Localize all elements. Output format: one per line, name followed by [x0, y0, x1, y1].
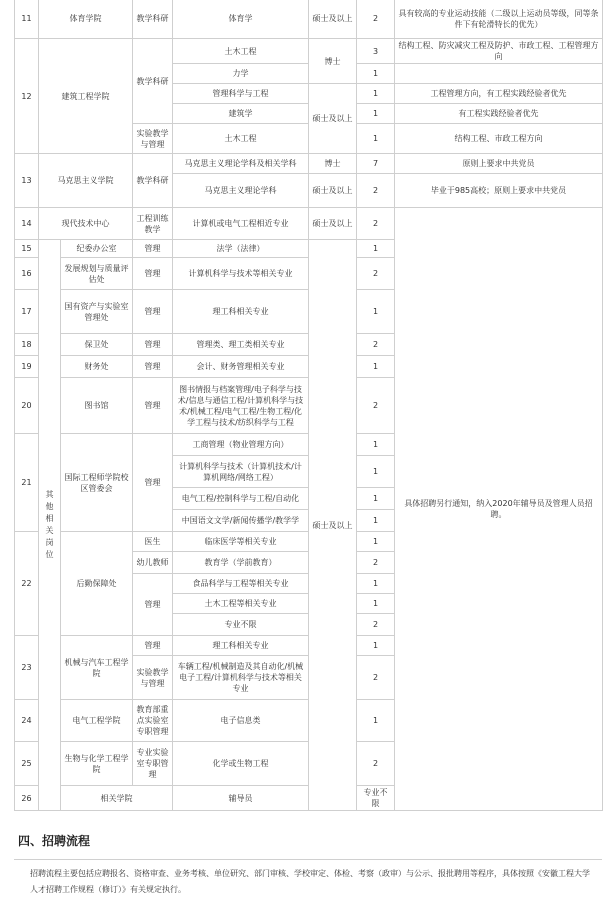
- category-cell: 实验教学与管理: [133, 656, 173, 700]
- major-cell: 建筑学: [173, 104, 309, 124]
- department-cell: 国有资产与实验室管理处: [61, 290, 133, 334]
- row-number: 24: [15, 700, 39, 742]
- major-cell: 中国语文文学/新闻传播学/教学学: [173, 510, 309, 532]
- count-cell: 2: [357, 0, 395, 39]
- remark-cell: 具体招聘另行通知，纳入2020年辅导员及管理人员招聘。: [395, 208, 603, 811]
- major-cell: 土木工程: [173, 124, 309, 154]
- department-cell: 生物与化学工程学院: [61, 742, 133, 786]
- major-cell: 马克思主义理论学科: [173, 174, 309, 208]
- category-cell: 医生: [133, 532, 173, 552]
- college-cell: 马克思主义学院: [39, 154, 133, 208]
- row-number: 12: [15, 39, 39, 154]
- degree-cell: 博士: [309, 39, 357, 84]
- count-cell: 1: [357, 636, 395, 656]
- count-cell: 1: [357, 574, 395, 594]
- department-cell: 国际工程师学院校区管委会: [61, 434, 133, 532]
- count-cell: 1: [357, 434, 395, 456]
- count-cell: 2: [357, 656, 395, 700]
- degree-cell: 硕士及以上: [309, 240, 357, 811]
- major-cell: 土木工程: [173, 39, 309, 64]
- degree-cell: 硕士及以上: [309, 174, 357, 208]
- count-cell: 1: [357, 356, 395, 378]
- count-cell: 2: [357, 552, 395, 574]
- count-cell: 1: [357, 64, 395, 84]
- department-cell: 后勤保障处: [61, 532, 133, 636]
- count-cell: 3: [357, 39, 395, 64]
- row-number: 18: [15, 334, 39, 356]
- category-cell: 专业实验室专职管理: [133, 742, 173, 786]
- row-number: 23: [15, 636, 39, 700]
- table-row: [15, 39, 603, 64]
- section-paragraph: 招聘流程主要包括应聘报名、资格审查、业务考核、单位研究、部门审核、学校审定、体检、考察（政审）与公示、报批聘用等程序，具体按照《安徽工程大学人才招聘工作规程（修订）》有关规定执行。: [30, 869, 590, 894]
- table-row: [15, 154, 603, 174]
- major-cell: 力学: [173, 64, 309, 84]
- major-cell: 土木工程等相关专业: [173, 594, 309, 614]
- category-cell: 工程训练教学: [133, 208, 173, 240]
- college-cell: 建筑工程学院: [39, 39, 133, 154]
- degree-cell: 硕士及以上: [309, 84, 357, 154]
- row-number: 13: [15, 154, 39, 208]
- count-cell: 1: [357, 456, 395, 488]
- remark-cell: 原则上要求中共党员: [395, 154, 603, 174]
- other-positions-label: [39, 240, 61, 811]
- major-cell: 教育学（学前教育）: [173, 552, 309, 574]
- category-cell: 管理: [133, 240, 173, 258]
- category-cell: 管理: [133, 574, 173, 636]
- category-cell: 实验教学与管理: [133, 124, 173, 154]
- major-cell: 电气工程/控制科学与工程/自动化: [173, 488, 309, 510]
- degree-cell: 硕士及以上: [309, 0, 357, 39]
- row-number: 16: [15, 258, 39, 290]
- major-cell: 车辆工程/机械制造及其自动化/机械电子工程/计算机科学与技术等相关专业: [173, 656, 309, 700]
- remark-cell: 结构工程、市政工程方向: [395, 124, 603, 154]
- section-title: 四、招聘流程: [18, 834, 91, 848]
- department-cell: 电气工程学院: [61, 700, 133, 742]
- count-cell: 1: [357, 488, 395, 510]
- category-cell: 教学科研: [133, 0, 173, 39]
- count-cell: 2: [357, 614, 395, 636]
- count-cell: 1: [357, 510, 395, 532]
- major-cell: 专业不限: [173, 614, 309, 636]
- major-cell: 会计、财务管理相关专业: [173, 356, 309, 378]
- department-cell: 相关学院: [61, 786, 173, 811]
- count-cell: 1: [357, 240, 395, 258]
- category-cell: 管理: [133, 258, 173, 290]
- category-cell: 管理: [133, 434, 173, 532]
- major-cell: 理工科相关专业: [173, 636, 309, 656]
- table-row: [15, 208, 603, 240]
- count-cell: 1: [357, 124, 395, 154]
- category-cell: 教育部重点实验室专职管理: [133, 700, 173, 742]
- major-cell: 法学（法律）: [173, 240, 309, 258]
- category-cell: 幼儿教师: [133, 552, 173, 574]
- section-divider: [14, 859, 602, 860]
- remark-cell: [395, 64, 603, 84]
- major-cell: 图书情报与档案管理/电子科学与技术/信息与通信工程/计算机科学与技术/机械工程/电气工程/生物工程/化学工程与技术/纺织科学与工程: [173, 378, 309, 434]
- degree-cell: 博士: [309, 154, 357, 174]
- major-cell: 管理类、理工类相关专业: [173, 334, 309, 356]
- count-cell: 2: [357, 378, 395, 434]
- major-cell: 专业不限: [357, 786, 395, 811]
- major-cell: 计算机或电气工程相近专业: [173, 208, 309, 240]
- category-cell: 管理: [133, 290, 173, 334]
- major-cell: 马克思主义理论学科及相关学科: [173, 154, 309, 174]
- major-cell: 体育学: [173, 0, 309, 39]
- category-cell: 教学科研: [133, 154, 173, 208]
- row-number: 15: [15, 240, 39, 258]
- count-cell: 1: [357, 104, 395, 124]
- department-cell: 图书馆: [61, 378, 133, 434]
- category-cell: 管理: [133, 378, 173, 434]
- department-cell: 财务处: [61, 356, 133, 378]
- major-cell: 化学或生物工程: [173, 742, 309, 786]
- category-cell: 管理: [133, 356, 173, 378]
- remark-cell: 结构工程、防灾减灾工程及防护、市政工程、工程管理方向: [395, 39, 603, 64]
- count-cell: 1: [357, 700, 395, 742]
- recruitment-table: [14, 0, 603, 811]
- major-cell: 电子信息类: [173, 700, 309, 742]
- category-cell: 教学科研: [133, 39, 173, 124]
- row-number: 25: [15, 742, 39, 786]
- count-cell: 7: [357, 154, 395, 174]
- remark-cell: 有工程实践经验者优先: [395, 104, 603, 124]
- remark-cell: 具有较高的专业运动技能（二级以上运动员等级，同等条件下有轮滑特长的优先）: [395, 0, 603, 39]
- table-row: [15, 0, 603, 39]
- count-cell: 2: [357, 742, 395, 786]
- row-number: 22: [15, 532, 39, 636]
- major-cell: 工商管理（物业管理方向）: [173, 434, 309, 456]
- department-cell: 纪委办公室: [61, 240, 133, 258]
- department-cell: 发展规划与质量评估处: [61, 258, 133, 290]
- major-cell: 管理科学与工程: [173, 84, 309, 104]
- major-cell: 理工科相关专业: [173, 290, 309, 334]
- count-cell: 2: [357, 174, 395, 208]
- row-number: 21: [15, 434, 39, 532]
- count-cell: 1: [357, 290, 395, 334]
- count-cell: 2: [357, 258, 395, 290]
- row-number: 11: [15, 0, 39, 39]
- count-cell: 1: [357, 84, 395, 104]
- category-cell: 管理: [133, 636, 173, 656]
- row-number: 26: [15, 786, 39, 811]
- degree-cell: 硕士及以上: [309, 208, 357, 240]
- row-number: 17: [15, 290, 39, 334]
- major-cell: 计算机科学与技术等相关专业: [173, 258, 309, 290]
- category-cell: 辅导员: [173, 786, 309, 811]
- college-cell: 现代技术中心: [39, 208, 133, 240]
- count-cell: 1: [357, 594, 395, 614]
- major-cell: 食品科学与工程等相关专业: [173, 574, 309, 594]
- other-positions-text: 其 他 相 关 岗 位: [45, 490, 54, 559]
- department-cell: 保卫处: [61, 334, 133, 356]
- department-cell: 机械与汽车工程学院: [61, 636, 133, 700]
- major-cell: 计算机科学与技术（计算机技术/计算机网络/网络工程）: [173, 456, 309, 488]
- row-number: 14: [15, 208, 39, 240]
- remark-cell: 毕业于985高校；原则上要求中共党员: [395, 174, 603, 208]
- row-number: 20: [15, 378, 39, 434]
- category-cell: 管理: [133, 334, 173, 356]
- college-cell: 体育学院: [39, 0, 133, 39]
- major-cell: 临床医学等相关专业: [173, 532, 309, 552]
- row-number: 19: [15, 356, 39, 378]
- count-cell: 2: [357, 334, 395, 356]
- count-cell: 2: [357, 208, 395, 240]
- remark-cell: 工程管理方向，有工程实践经验者优先: [395, 84, 603, 104]
- count-cell: 1: [357, 532, 395, 552]
